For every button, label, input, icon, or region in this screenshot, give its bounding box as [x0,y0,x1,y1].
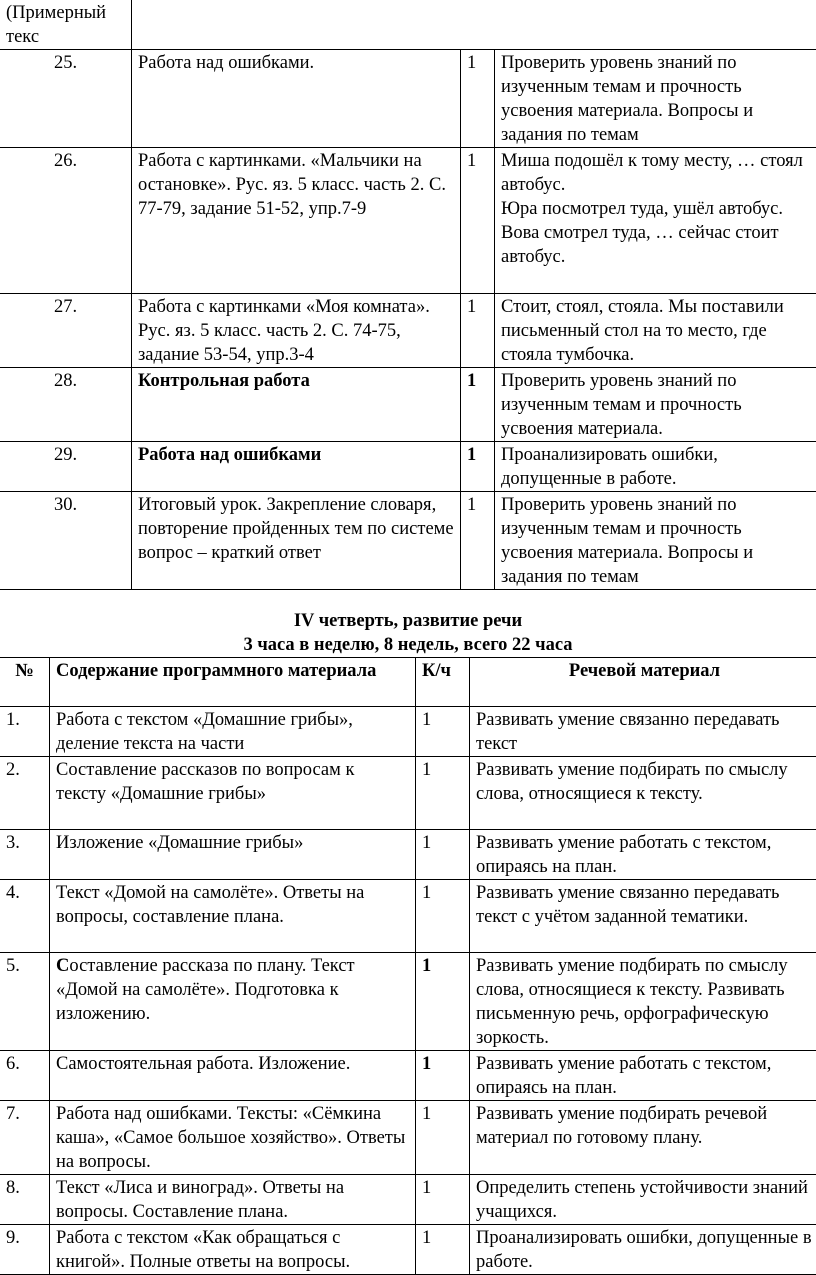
row-content: Составление рассказов по вопросам к тексту «Домашние грибы» [50,757,416,830]
row-content: Самостоятельная работа. Изложение. [50,1051,416,1101]
row-material: Проанализировать ошибки, допущенные в работе. [470,1225,816,1275]
row-number: 3. [0,830,50,880]
row-content: Работа над ошибками. [132,50,461,148]
row-material: Развивать умение работать с текстом, опираясь на план. [470,830,816,880]
row-content: Работа с текстом «Как обращаться с книгой». Полные ответы на вопросы. [50,1225,416,1275]
material-line: Юра посмотрел туда, ушёл автобус. [501,197,811,221]
row-material [495,148,816,294]
row-material: Стоит, стоял, стояла. Мы поставили письменный стол на то место, где стояла тумбочка. [495,294,816,368]
row-number: 29. [0,442,132,492]
row-number: 2. [0,757,50,830]
table-row [0,757,816,830]
table-row [0,294,816,368]
row-content: Изложение «Домашние грибы» [50,830,416,880]
table-row [0,1225,816,1275]
row-number: 1. [0,707,50,757]
table-row [0,1101,816,1175]
row-content: Текст «Домой на самолёте». Ответы на вопросы, составление плана. [50,880,416,953]
row-hours: 1 [461,492,495,590]
row-material: Развивать умение подбирать по смыслу слова, относящиеся к тексту. Развивать письменную речь, орфографическую зоркость. [470,953,816,1051]
table-row [0,953,816,1051]
row-number: 7. [0,1101,50,1175]
row-number: 9. [0,1225,50,1275]
row-hours: 1 [416,880,470,953]
row-number: 4. [0,880,50,953]
row-content [50,953,416,1051]
header-material: Речевой материал [470,658,816,707]
row-material: Проанализировать ошибки, допущенные в работе. [495,442,816,492]
row-material: Развивать умение связанно передавать текст [470,707,816,757]
section-subtitle: 3 часа в неделю, 8 недель, всего 22 часа [0,633,816,657]
row-hours: 1 [461,50,495,148]
stub-cell: (Примерный текс [0,0,132,50]
table-row [0,880,816,953]
table-row [0,830,816,880]
table-row [0,707,816,757]
row-number: 6. [0,1051,50,1101]
content-first-letter: С [56,956,69,976]
row-hours: 1 [461,442,495,492]
row-content: Итоговый урок. Закрепление словаря, повторение пройденных тем по системе вопрос – краткий ответ [132,492,461,590]
row-number: 5. [0,953,50,1051]
table-row [0,0,816,50]
row-content: Работа над ошибками. Тексты: «Сёмкина каша», «Самое большое хозяйство». Ответы на вопросы. [50,1101,416,1175]
section-title: IV четверть, развитие речи [0,609,816,633]
material-line: Миша подошёл к тому месту, … стоял автобус. [501,149,811,197]
row-hours: 1 [416,953,470,1051]
row-material: Развивать умение работать с текстом, опираясь на план. [470,1051,816,1101]
row-hours: 1 [416,1175,470,1225]
table-row [0,492,816,590]
row-content: Работа с картинками «Моя комната». Рус. яз. 5 класс. часть 2. С. 74-75, задание 53-54, упр.3-4 [132,294,461,368]
row-material: Определить степень устойчивости знаний учащихся. [470,1175,816,1225]
row-material: Развивать умение подбирать речевой материал по готовому плану. [470,1101,816,1175]
row-number: 8. [0,1175,50,1225]
content-rest: оставление рассказа по плану. Текст «Домой на самолёте». Подготовка к изложению. [56,956,355,1024]
row-hours: 1 [416,707,470,757]
header-content: Содержание программного материала [50,658,416,707]
lesson-plan-table-bottom [0,657,816,1275]
row-content: Работа с картинками. «Мальчики на остановке». Рус. яз. 5 класс. часть 2. С. 77-79, задание 51-52, упр.7-9 [132,148,461,294]
row-hours: 1 [461,368,495,442]
row-number: 27. [0,294,132,368]
table-header-row [0,658,816,707]
row-hours: 1 [416,1225,470,1275]
row-content: Контрольная работа [132,368,461,442]
row-content: Работа над ошибками [132,442,461,492]
row-number: 30. [0,492,132,590]
row-material: Развивать умение подбирать по смыслу слова, относящиеся к тексту. [470,757,816,830]
table-row [0,1175,816,1225]
row-material: Проверить уровень знаний по изученным темам и прочность усвоения материала. [495,368,816,442]
table-row [0,442,816,492]
row-material: Проверить уровень знаний по изученным темам и прочность усвоения материала. Вопросы и задания по темам [495,492,816,590]
row-hours: 1 [416,1051,470,1101]
material-line: Вова смотрел туда, … сейчас стоит автобус. [501,221,811,269]
table-row [0,148,816,294]
row-content: Текст «Лиса и виноград». Ответы на вопросы. Составление плана. [50,1175,416,1225]
row-hours: 1 [416,1101,470,1175]
row-number: 25. [0,50,132,148]
row-hours: 1 [461,148,495,294]
row-hours: 1 [461,294,495,368]
row-hours: 1 [416,830,470,880]
row-number: 26. [0,148,132,294]
row-content: Работа с текстом «Домашние грибы», деление текста на части [50,707,416,757]
table-row [0,50,816,148]
row-material: Проверить уровень знаний по изученным темам и прочность усвоения материала. Вопросы и задания по темам [495,50,816,148]
row-number: 28. [0,368,132,442]
header-number: № [0,658,50,707]
table-row [0,1051,816,1101]
table-row [0,368,816,442]
lesson-plan-table-top [0,0,816,590]
header-hours: К/ч [416,658,470,707]
row-material: Развивать умение связанно передавать текст с учётом заданной тематики. [470,880,816,953]
row-hours: 1 [416,757,470,830]
